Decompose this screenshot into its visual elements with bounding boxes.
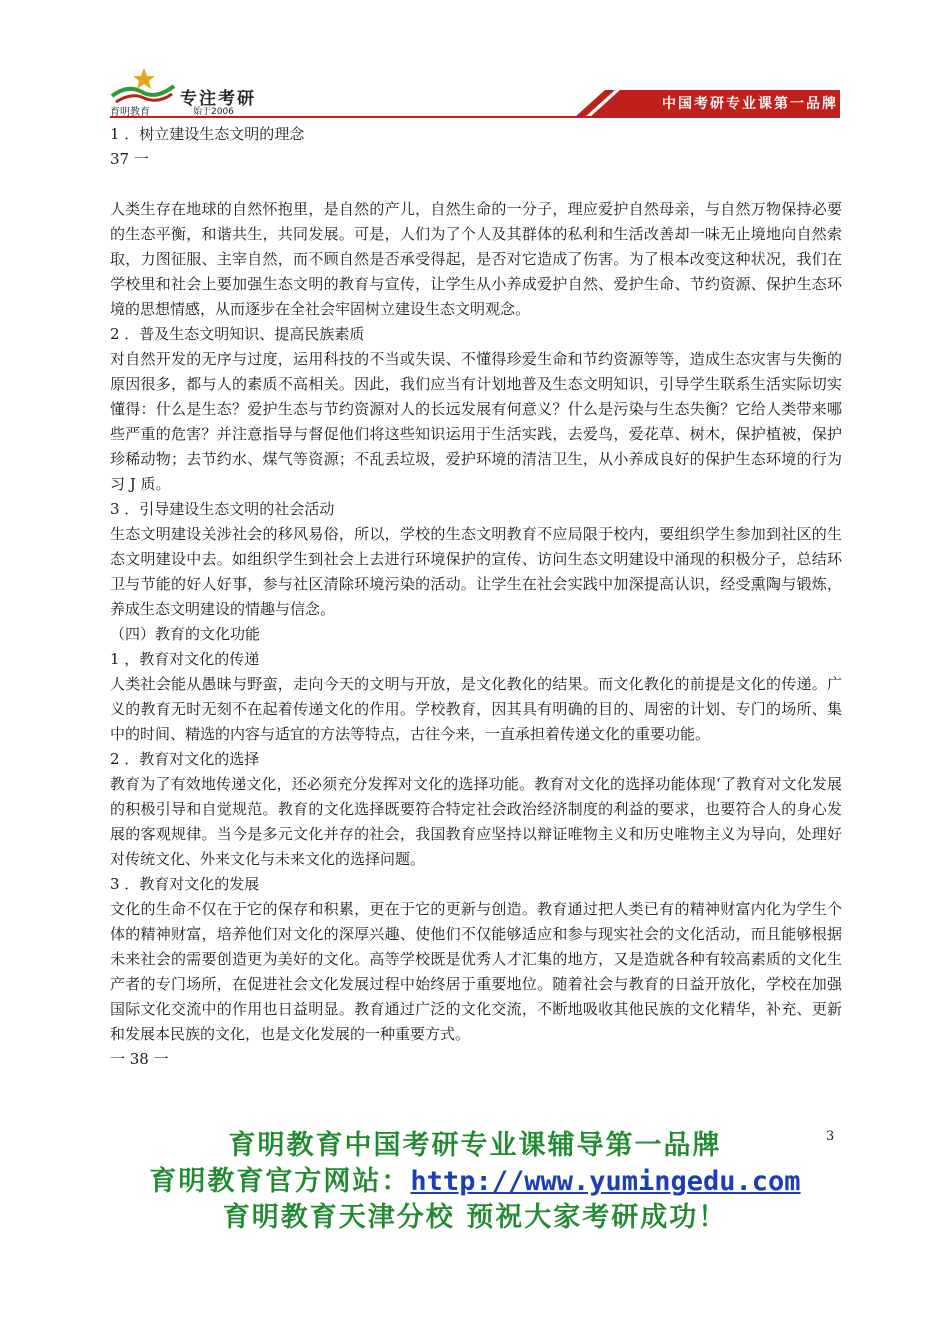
page-number: 3 — [826, 1129, 835, 1144]
page-footer — [0, 1128, 950, 1236]
paragraph: 教育为了有效地传递文化，还必须充分发挥对文化的选择功能。教育对文化的选择功能体现‘了教育对文化发展的积极引导和自觉规范。教育的文化选择既要符合特定社会政治经济制度的利益的要求，也要符合人的身心发展的客观规律。当今是多元文化并存的社会，我国教育应坚持以辩证唯物主义和历史唯物主义为导向，处理好对传统文化、外来文化与未来文化的选择问题。 — [110, 775, 842, 868]
footer-website-line — [0, 1164, 950, 1200]
paragraph: 对自然开发的无序与过度，运用科技的不当或失误、不懂得珍爱生命和节约资源等等，造成生态灾害与失衡的原因很多，都与人的素质不高相关。因此，我们应当有计划地普及生态文明知识，引导学生联系生活实际切实懂得：什么是生态？爱护生态与节约资源对人的长远发展有何意义？什么是污染与生态失衡？它给人类带来哪些严重的危害？并注意指导与督促他们将这些知识运用于生活实践，去爱鸟，爱花草、树木，保护植被，保护珍稀动物；去节约水、煤气等资源；不乱丢垃圾，爱护环境的清洁卫生，从小养成良好的保护生态环境的行为习 J 质。 — [110, 350, 842, 493]
website-link[interactable]: http://www.yumingedu.com — [410, 1166, 801, 1197]
section-heading: 1 ．树立建设生态文明的理念 — [110, 125, 305, 143]
brand-since: 始于2006 — [193, 107, 234, 117]
paragraph: 人类生存在地球的自然怀抱里，是自然的产儿，自然生命的一分子，理应爱护自然母亲，与自然万物保持必要的生态平衡，和谐共生，共同发展。可是，人们为了个人及其群体的私利和生活改善却一味无止境地向自然索取，力图征服、主宰自然，而不顾自然是否承受得起，是否对它造成了伤害。为了根本改变这种状况，我们在学校里和社会上要加强生态文明的教育与宣传，让学生从小养成爱护自然、爱护生命、节约资源、保护生态环境的思想情感，从而逐步在全社会牢固树立建设生态文明观念。 — [110, 200, 842, 318]
brand-name: 专注考研 — [180, 89, 256, 109]
footer-greeting: 育明教育天津分校 预祝大家考研成功！ — [222, 1202, 728, 1233]
section-heading: （四）教育的文化功能 — [110, 625, 261, 643]
footer-website-label: 育明教育官方网站： — [149, 1166, 411, 1197]
page-marker: 37 一 — [110, 150, 149, 168]
section-heading: 1 ，教育对文化的传递 — [110, 650, 260, 668]
page-header — [0, 0, 950, 125]
section-heading: 2 ．普及生态文明知识、提高民族素质 — [110, 325, 365, 343]
section-heading: 3 ．教育对文化的发展 — [110, 875, 260, 893]
section-heading: 2 ．教育对文化的选择 — [110, 750, 260, 768]
document-body — [110, 122, 842, 1072]
logo-label: 育明教育 — [110, 107, 150, 118]
section-heading: 3 ．引导建设生态文明的社会活动 — [110, 500, 335, 518]
banner-slogan: 中国考研专业课第一品牌 — [662, 96, 838, 112]
paragraph: 人类社会能从愚昧与野蛮，走向今天的文明与开放，是文化教化的结果。而文化教化的前提是文化的传递。广义的教育无时无刻不在起着传递文化的作用。学校教育，因其具有明确的目的、周密的计划、专门的场所、集中的时间、精选的内容与适宜的方法等特点，古往今来，一直承担着传递文化的重要功能。 — [110, 675, 842, 743]
paragraph: 文化的生命不仅在于它的保存和积累，更在于它的更新与创造。教育通过把人类已有的精神财富内化为学生个体的精神财富，培养他们对文化的深厚兴趣、使他们不仅能够适应和参与现实社会的文化活动，而且能够根据未来社会的需要创造更为美好的文化。高等学校既是优秀人才汇集的地方，又是造就各种有较高素质的文化生产者的专门场所，在促进社会文化发展过程中始终居于重要地位。随着社会与教育的日益开放化，学校在加强国际文化交流中的作用也日益明显。教育通过广泛的文化交流，不断地吸收其他民族的文化精华，补充、更新和发展本民族的文化，也是文化发展的一种重要方式。 — [110, 900, 842, 1043]
page-marker: 一 38 一 — [110, 1050, 169, 1068]
paragraph: 生态文明建设关涉社会的移风易俗，所以，学校的生态文明教育不应局限于校内，要组织学生参加到社区的生态文明建设中去。如组织学生到社会上去进行环境保护的宣传、访问生态文明建设中涌现的积极分子，总结环卫与节能的好人好事，参与社区清除环境污染的活动。让学生在社会实践中加深提高认识，经受熏陶与锻炼，养成生态文明建设的情趣与信念。 — [110, 525, 842, 618]
footer-slogan: 育明教育中国考研专业课辅导第一品牌 — [228, 1130, 722, 1161]
